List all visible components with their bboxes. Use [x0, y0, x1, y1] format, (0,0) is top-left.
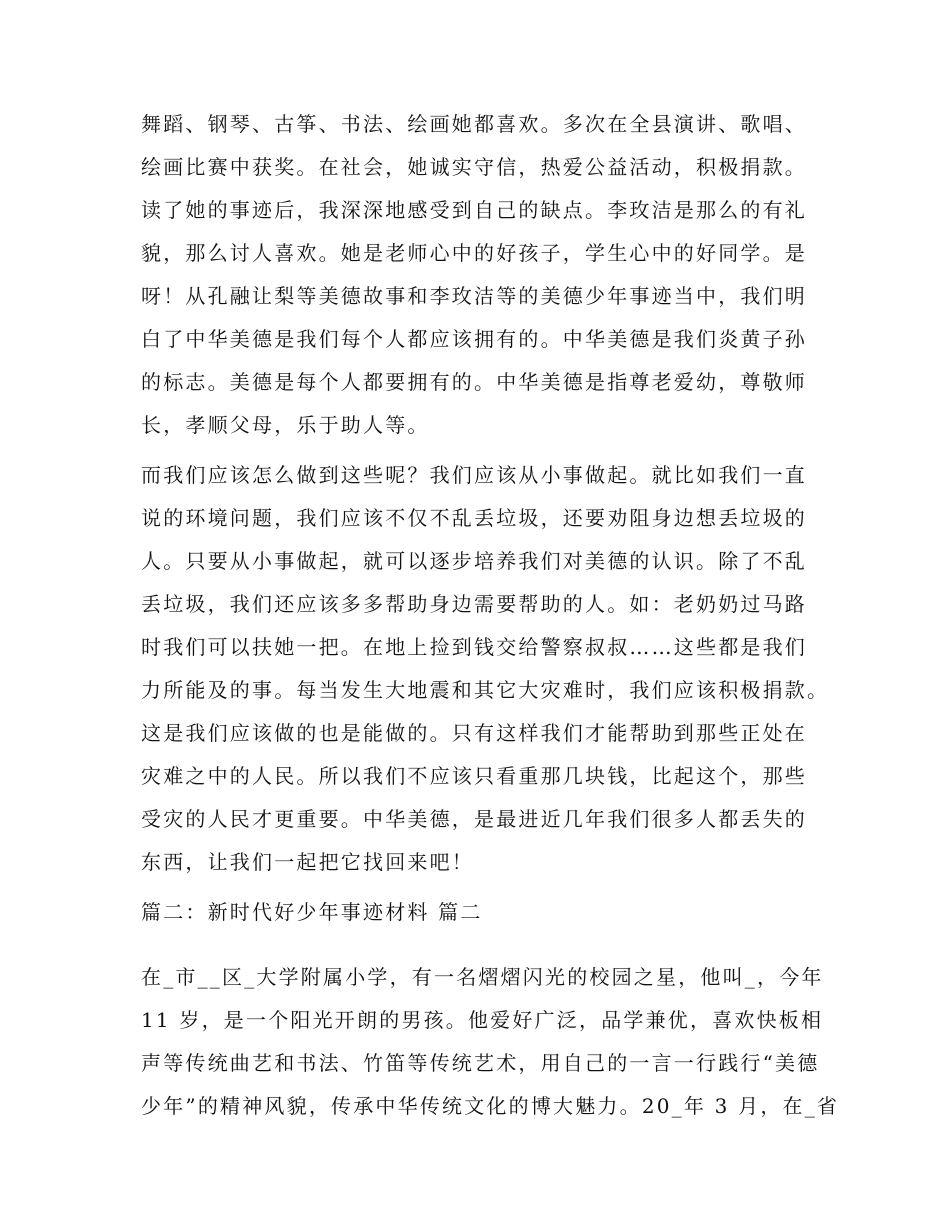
text-line: 在_市__区_大学附属小学，有一名熠熠闪光的校园之星，他叫_，今年	[141, 965, 824, 989]
text-line: 声等传统曲艺和书法、竹笛等传统艺术，用自己的一言一行践行“美德	[141, 1051, 820, 1075]
text-line: 而我们应该怎么做到这些呢？我们应该从小事做起。就比如我们一直	[141, 463, 807, 487]
text-line: 受灾的人民才更重要。中华美德，是最进近几年我们很多人都丢失的	[141, 807, 807, 831]
text-line: 灾难之中的人民。所以我们不应该只看重那几块钱，比起这个，那些	[141, 764, 807, 788]
text-line: 这是我们应该做的也是能做的。只有这样我们才能帮助到那些正处在	[141, 721, 807, 745]
text-line: 长，孝顺父母，乐于助人等。	[141, 413, 430, 437]
text-line: 白了中华美德是我们每个人都应该拥有的。中华美德是我们炎黄子孙	[141, 327, 807, 351]
text-line: 东西，让我们一起把它找回来吧！	[141, 850, 474, 874]
section-heading: 篇二：新时代好少年事迹材料 篇二	[141, 900, 483, 924]
text-line: 绘画比赛中获奖。在社会，她诚实守信，热爱公益活动，积极捐款。	[141, 155, 807, 179]
text-line: 人。只要从小事做起，就可以逐步培养我们对美德的认识。除了不乱	[141, 549, 807, 573]
text-line: 力所能及的事。每当发生大地震和其它大灾难时，我们应该积极捐款。	[141, 678, 830, 702]
text-line: 11 岁，是一个阳光开朗的男孩。他爱好广泛，品学兼优，喜欢快板相	[141, 1008, 824, 1032]
text-line: 说的环境问题，我们应该不仅不乱丢垃圾，还要劝阻身边想丢垃圾的	[141, 506, 807, 530]
text-line: 舞蹈、钢琴、古筝、书法、绘画她都喜欢。多次在全县演讲、歌唱、	[141, 112, 807, 136]
text-line: 貌，那么讨人喜欢。她是老师心中的好孩子，学生心中的好同学。是	[141, 241, 807, 265]
text-line: 的标志。美德是每个人都要拥有的。中华美德是指尊老爱幼，尊敬师	[141, 370, 807, 394]
text-line: 丢垃圾，我们还应该多多帮助身边需要帮助的人。如：老奶奶过马路	[141, 592, 807, 616]
text-line: 少年”的精神风貌，传承中华传统文化的博大魅力。20_年 3 月，在_省	[141, 1094, 840, 1118]
text-line: 读了她的事迹后，我深深地感受到自己的缺点。李玫洁是那么的有礼	[141, 198, 807, 222]
text-line: 呀！从孔融让梨等美德故事和李玫洁等的美德少年事迹当中，我们明	[141, 284, 807, 308]
text-line: 时我们可以扶她一把。在地上捡到钱交给警察叔叔……这些都是我们	[141, 635, 807, 659]
